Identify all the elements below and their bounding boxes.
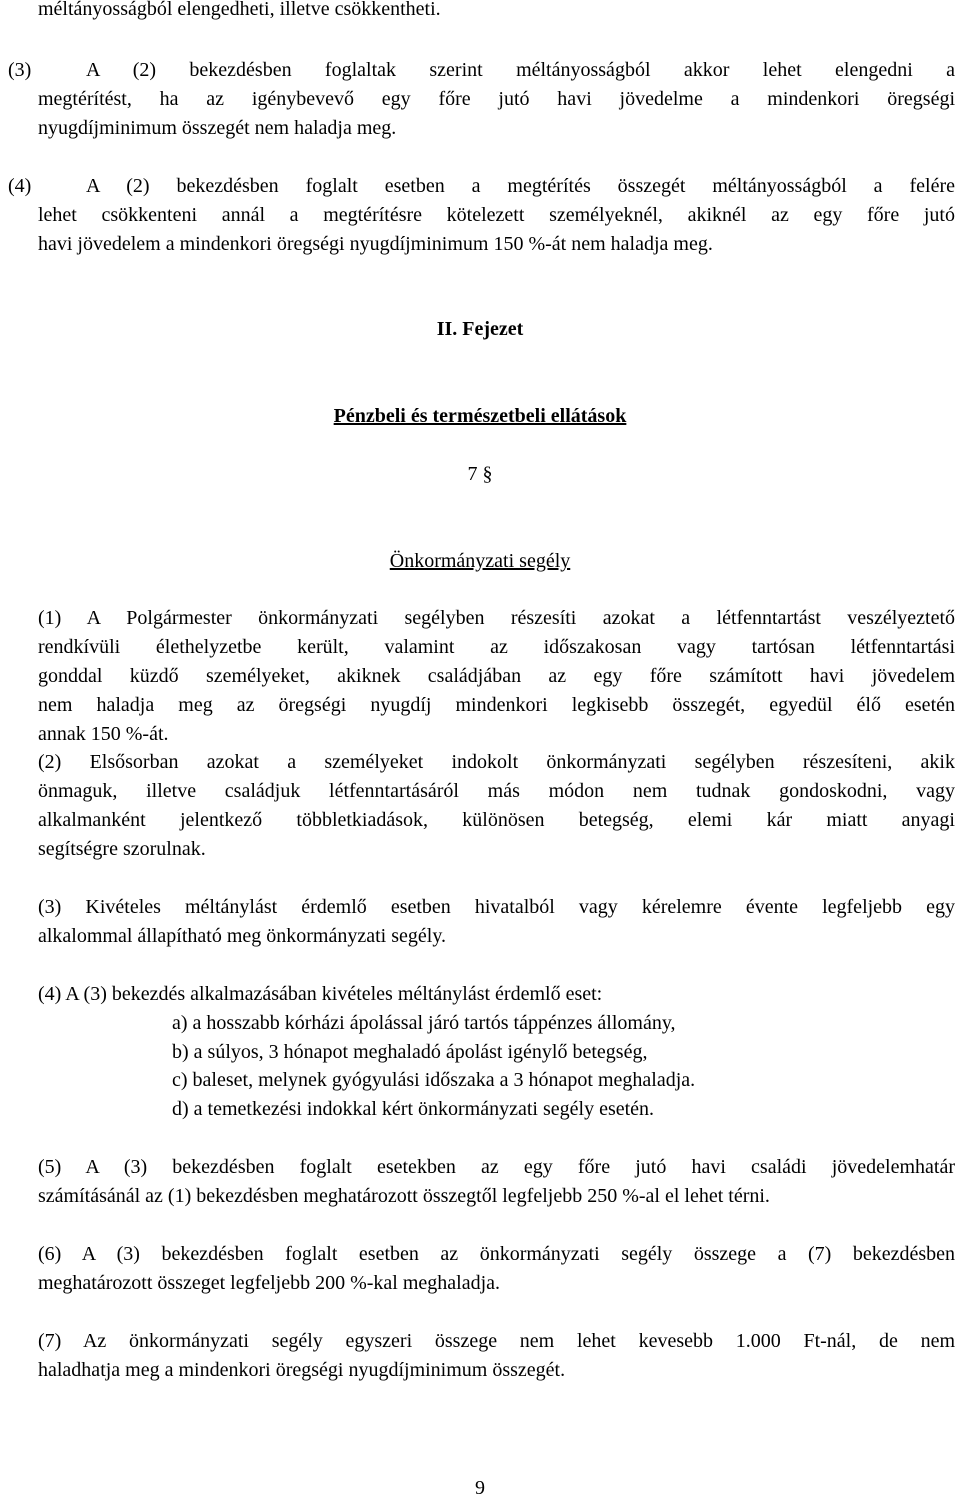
paragraph-4-number: (4): [8, 175, 32, 197]
section-paragraph-1-line-1: (1) A Polgármester önkormányzati segélyben részesíti azokat a létfenntartást veszélyeztető: [38, 607, 955, 629]
section-paragraph-1-line-5: annak 150 %-át.: [38, 723, 169, 745]
list-item-b: b) a súlyos, 3 hónapot meghaladó ápolást igénylő betegség,: [172, 1041, 648, 1063]
chapter-heading: II. Fejezet: [436, 318, 524, 340]
list-item-c: c) baleset, melynek gyógyulási időszaka a 3 hónapot meghaladja.: [172, 1069, 696, 1091]
section-paragraph-3-line-2: alkalommal állapítható meg önkormányzati segély.: [38, 925, 447, 947]
section-paragraph-2-line-1: (2) Elsősorban azokat a személyeket indokolt önkormányzati segélyben részesíteni, akik: [38, 751, 955, 773]
paragraph-4-line-1: (4) A (2) bekezdésben foglalt esetben a megtérítés összegét méltányosságból a felére: [8, 172, 955, 200]
section-number: 7 §: [467, 463, 493, 485]
paragraph-3-line-2: megtérítést, ha az igénybevevő egy főre jutó havi jövedelme a mindenkori öregségi: [38, 88, 955, 110]
section-paragraph-5-line-2: számításánál az (1) bekezdésben meghatározott összegtől legfeljebb 250 %-al el lehet térni.: [38, 1185, 770, 1207]
paragraph-3-number: (3): [8, 59, 32, 81]
section-paragraph-5-line-1: (5) A (3) bekezdésben foglalt esetekben az egy főre jutó havi családi jövedelemhatár: [38, 1156, 955, 1178]
section-paragraph-1-line-2: rendkívüli élethelyzetbe került, valamint az időszakosan vagy tartósan létfenntartási: [38, 636, 955, 658]
paragraph-4-line-3: havi jövedelem a mindenkori öregségi nyugdíjminimum 150 %-át nem haladja meg.: [38, 233, 713, 255]
section-title: Önkormányzati segély: [389, 550, 571, 572]
section-paragraph-6-line-2: meghatározott összeget legfeljebb 200 %-kal meghaladja.: [38, 1272, 501, 1294]
paragraph-4-line-2: lehet csökkenteni annál a megtérítésre kötelezett személyeknél, akiknél az egy főre jutó: [38, 204, 955, 226]
list-item-d: d) a temetkezési indokkal kért önkormányzati segély esetén.: [172, 1098, 655, 1120]
section-paragraph-2-line-4: segítségre szorulnak.: [38, 838, 206, 860]
section-paragraph-1-line-3: gonddal küzdő személyeket, akiknek családjában az egy főre számított havi jövedelem: [38, 665, 955, 687]
section-paragraph-2-line-3: alkalmanként jelentkező többletkiadások, különösen betegség, elemi kár miatt anyagi: [38, 809, 955, 831]
section-paragraph-1-line-4: nem haladja meg az öregségi nyugdíj mindenkori legkisebb összegét, egyedül élő esetén: [38, 694, 955, 716]
section-paragraph-2-line-2: önmaguk, illetve családjuk létfenntartásáról más módon nem tudnak gondoskodni, vagy: [38, 780, 955, 802]
page-number: 9: [475, 1477, 485, 1499]
section-paragraph-7-line-1: (7) Az önkormányzati segély egyszeri összege nem lehet kevesebb 1.000 Ft-nál, de nem: [38, 1330, 955, 1352]
list-item-a: a) a hosszabb kórházi ápolással járó tartós táppénzes állomány,: [172, 1012, 676, 1034]
paragraph-3-line-1: (3) A (2) bekezdésben foglaltak szerint méltányosságból akkor lehet elengedni a: [8, 56, 955, 84]
section-paragraph-4-intro: (4) A (3) bekezdés alkalmazásában kivételes méltánylást érdemlő eset:: [38, 983, 603, 1005]
section-paragraph-7-line-2: haladhatja meg a mindenkori öregségi nyugdíjminimum összegét.: [38, 1359, 566, 1381]
section-paragraph-3-line-1: (3) Kivételes méltánylást érdemlő esetben hivatalból vagy kérelemre évente legfeljebb egy: [38, 896, 955, 918]
paragraph-3-line-3: nyugdíjminimum összegét nem haladja meg.: [38, 117, 397, 139]
section-paragraph-6-line-1: (6) A (3) bekezdésben foglalt esetben az önkormányzati segély összege a (7) bekezdésben: [38, 1243, 955, 1265]
carryover-line: méltányosságból elengedheti, illetve csökkentheti.: [38, 0, 441, 20]
chapter-subtitle: Pénzbeli és természetbeli ellátások: [333, 405, 627, 427]
